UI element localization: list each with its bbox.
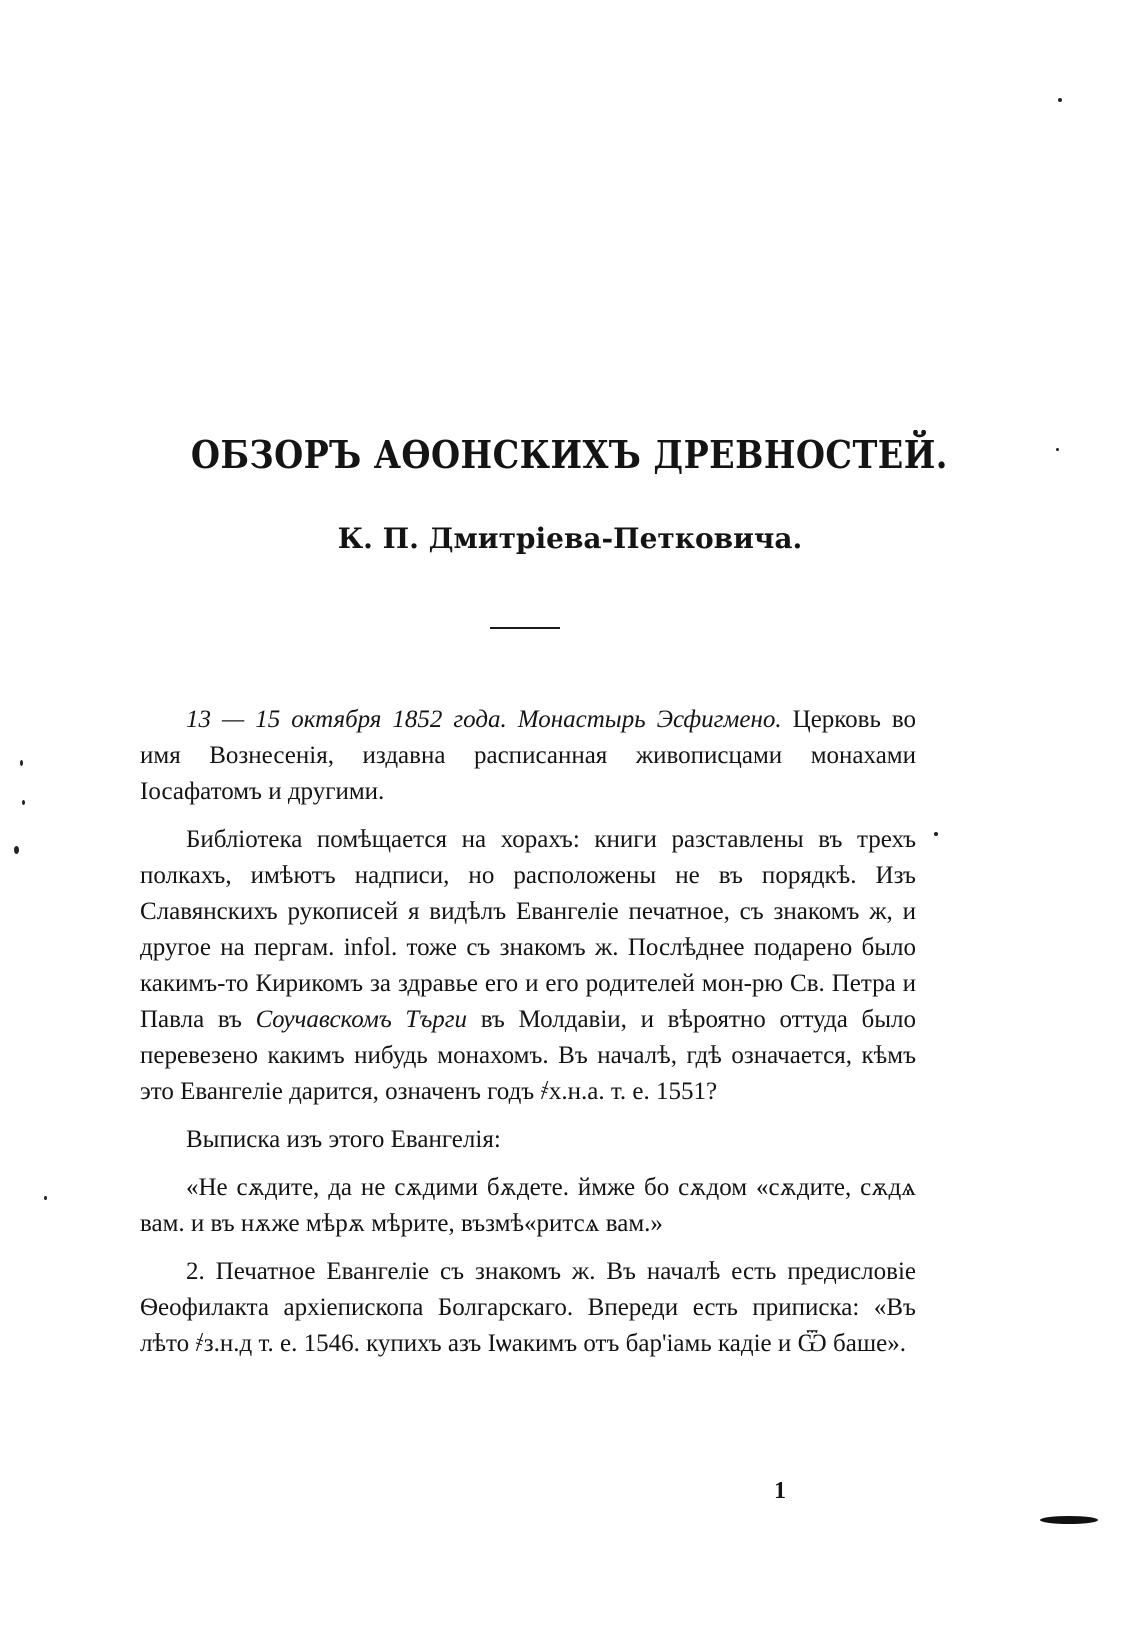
paragraph-2-end: т. е. 1551?	[610, 1078, 718, 1105]
scan-speck	[44, 1196, 47, 1200]
year-glyph: ҂х.н.а.	[540, 1078, 605, 1105]
author-line: К. П. Дмитріева-Петковича.	[337, 522, 803, 555]
scan-speck	[1058, 98, 1062, 102]
scan-speck	[1056, 448, 1059, 451]
title-divider	[490, 627, 560, 629]
page-number: 1	[774, 1478, 786, 1504]
scan-speck	[20, 760, 23, 766]
paragraph-1-text: Церковь во имя Вознесенія, издавна расписанная живописцами монахами Іосафатомъ и другими.	[140, 706, 917, 805]
paragraph-2	[140, 822, 916, 1110]
paragraph-4: 2. Печатное Евангеліе съ знакомъ ж. Въ началѣ есть предисловіе Ѳеофилакта архіепископа Болгарскаго. Впереди есть приписка: «Въ лѣто ҂з.н.д т. е. 1546. купихъ азъ Іѡакимъ отъ бар'іамь кадіе и Ѿ баше».	[140, 1258, 916, 1357]
entry-place: Монастырь Эсфигмено.	[517, 706, 782, 733]
paragraph-3: Выписка изъ этого Евангелія:	[186, 1126, 501, 1153]
paragraph-2-text: Библіотека помѣщается на хорахъ: книги разставлены въ трехъ полкахъ, имѣютъ надписи, но расположены не въ порядкѣ. Изъ Славянскихъ рукописей я видѣлъ Евангеліе печатное, съ знакомъ ж, и другое на пергам. infol. тоже съ знакомъ ж. Послѣднее подарено было какимъ-то Кирикомъ за здравье его и его родителей мон-рю Св. Петра и Павла въ	[140, 826, 916, 1033]
paragraph-2-continuation: въ Молдавіи, и вѣроятно оттуда было перевезено какимъ нибудь монахомъ. Въ началѣ, гдѣ означается, кѣмъ это Евангеліе дарится, означенъ годъ	[140, 1006, 917, 1105]
paragraph-1	[140, 702, 916, 810]
scan-speck	[14, 846, 19, 854]
scan-dash-mark	[1040, 1516, 1098, 1524]
quote-block: «Не сѫдите, да не сѫдими бѫдете. ймже бо сѫдом «сѫдите, сѫдѧ вам. и въ нѫже мѣрѫ мѣрите, възмѣ«ритсѧ вам.»	[140, 1174, 916, 1237]
page-title: ОБЗОРЪ АѲОНСКИХЪ ДРЕВНОСТЕЙ.	[190, 432, 948, 477]
body-text	[140, 702, 916, 1374]
entry-date: 13 — 15 октября 1852 года.	[186, 706, 507, 733]
scan-speck	[22, 800, 25, 805]
scan-speck	[934, 832, 938, 836]
paragraph-2-place: Сѹчавскомъ Търги	[255, 1006, 468, 1033]
